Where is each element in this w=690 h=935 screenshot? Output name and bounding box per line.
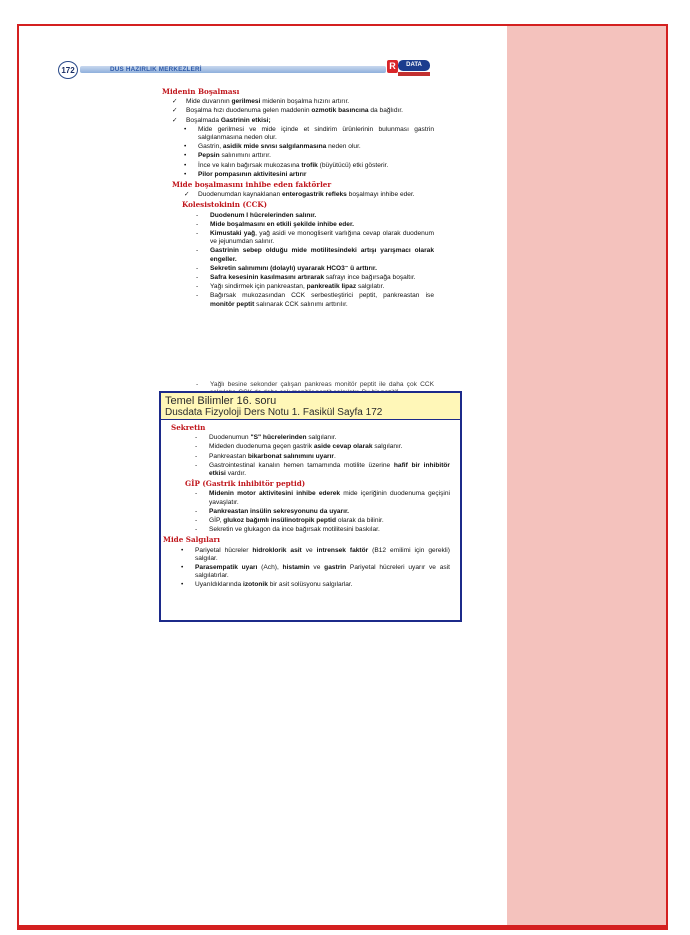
sekretin-item: [195, 462, 450, 478]
question-callout: [159, 391, 462, 622]
item-bold-text: bikarbonat salınımını uyarır: [247, 452, 334, 460]
gip-item: [195, 517, 450, 525]
section-title-cck: Kolesistokinin (CCK): [182, 200, 268, 210]
item-text: Mide duvarının: [186, 98, 232, 106]
item-text: Pariyetal hücreler: [195, 546, 253, 554]
item-text: Mideden duodenuma geçen gastrik: [209, 443, 314, 451]
page-number: 172: [58, 61, 78, 79]
item-text: salınımını arttırır.: [219, 152, 271, 160]
page-header: [58, 61, 433, 79]
logo-stripe: [398, 72, 430, 76]
item-text: GİP,: [209, 517, 224, 525]
item-text: ve: [301, 546, 317, 554]
item-text: Gastrointestinal kanalın hemen tamamında motilite üzerine: [209, 461, 394, 469]
item-text: salınarak CCK salınımı arttırılır.: [254, 300, 348, 308]
bullet-icon: •: [181, 564, 184, 572]
item-text: Bağırsak mukozasından CCK serbestleştirici peptit, pankreastan ise: [210, 292, 434, 300]
dash-icon: -: [196, 211, 199, 219]
item-bold-text: intrensek faktör: [316, 546, 369, 554]
section-title-sekretin: Sekretin: [171, 423, 206, 432]
dash-icon: -: [196, 292, 199, 300]
item-text: da bağlıdır.: [368, 107, 404, 115]
item-bold-text: ozmotik basıncına: [311, 107, 369, 115]
item-text: bir asit solüsyonu salgılarlar.: [267, 581, 353, 589]
checkmark-icon: ✓: [184, 191, 190, 199]
sekretin-item: [195, 434, 450, 442]
dash-icon: -: [195, 434, 198, 442]
logo-text: DATA: [398, 60, 430, 71]
item-bold-text: monitör peptit: [210, 300, 255, 308]
item-text: Yağı sindirmek için pankreastan,: [210, 283, 307, 291]
check-item: [172, 107, 434, 115]
checkmark-icon: ✓: [172, 116, 178, 124]
item-bold-text: izotonik: [243, 581, 268, 589]
dash-icon: -: [195, 517, 198, 525]
section-title-gip: GİP (Gastrik inhibitör peptid): [185, 479, 306, 489]
item-text: salgılanır.: [306, 434, 337, 442]
dash-icon: -: [195, 461, 198, 469]
item-text: Uyarıldıklarında: [195, 581, 244, 589]
dash-icon: -: [196, 230, 199, 238]
section-title-mide-bosalmasi: Midenin Boşalması: [162, 87, 240, 96]
logo-letter: R: [387, 60, 398, 73]
bullet-icon: •: [184, 125, 187, 133]
check-item: [172, 98, 434, 106]
item-text: boşalmayı inhibe eder.: [346, 191, 415, 199]
sekretin-item: [195, 443, 450, 451]
item-text: Duodenumun: [209, 434, 251, 442]
item-bold-text: hafif bir inhibitör etkisi: [209, 461, 450, 478]
bullet-item: [184, 162, 434, 170]
item-text: olarak da bilinir.: [336, 517, 384, 525]
check-item: [172, 117, 434, 125]
item-bold-text: Mide boşalmasını en etkili şekilde inhibe eder.: [210, 220, 355, 228]
cck-item: [196, 247, 434, 263]
item-bold-text: enterogastrik refleks: [281, 191, 347, 199]
item-bold-text: asidik mide sıvısı salgılanmasına: [222, 143, 327, 151]
bullet-icon: •: [184, 161, 187, 169]
item-bold-text: aside cevap olarak: [313, 443, 373, 451]
item-text: midenin boşalma hızını artırır.: [260, 98, 350, 106]
item-text: mide içeriğinin duodenuma geçişini yavaşlatır.: [209, 490, 450, 506]
dusdata-logo: [387, 59, 431, 79]
salgi-item: [181, 581, 450, 589]
item-text: Boşalma hızı duodenuma gelen maddenin: [186, 107, 312, 115]
gip-item: [195, 490, 450, 506]
dash-icon: -: [195, 490, 198, 498]
dash-icon: -: [195, 526, 198, 534]
item-text: Duodenumdan kaynaklanan: [198, 191, 282, 199]
gip-item: [195, 526, 450, 534]
dash-icon: -: [195, 507, 198, 515]
item-bold-text: Pepsin: [198, 152, 220, 160]
item-text: Pariyetal hücreleri uyarır ve asit salgılatırlar.: [195, 564, 451, 580]
item-bold-text: "S" hücrelerinden: [250, 434, 307, 442]
main-content: [162, 86, 434, 310]
dash-icon: -: [196, 247, 199, 255]
item-text: İnce ve kalın bağırsak mukozasına: [198, 161, 302, 169]
cck-item: [196, 212, 434, 220]
dash-icon: -: [196, 274, 199, 282]
cck-item: [196, 292, 434, 308]
bullet-icon: •: [184, 143, 187, 151]
item-bold-text: Duodenum I hücrelerinden salınır.: [210, 211, 317, 219]
item-text: safrayı ince bağırsağa boşaltır.: [324, 274, 416, 282]
item-bold-text: histamin: [282, 564, 310, 572]
item-text: , yağ asidi ve monogliserit varlığına cevap olarak duodenum ve jejunumdan salınır.: [210, 230, 434, 246]
item-text: (B12 emilimi için gerekli) salgılar.: [195, 546, 450, 562]
salgi-item: [181, 564, 450, 580]
item-text: ve: [309, 564, 325, 572]
bullet-icon: •: [181, 581, 184, 589]
item-text: (büyütücü) etki gösterir.: [317, 161, 389, 169]
dash-icon: -: [195, 443, 198, 451]
item-text: salgılatır.: [356, 283, 385, 291]
dash-icon: -: [195, 452, 198, 460]
item-bold-text: pankreatik lipaz: [306, 283, 357, 291]
item-text: Sekretin ve glukagon da ince bağırsak motilitesini baskılar.: [209, 526, 380, 534]
gip-item: [195, 508, 450, 516]
item-bold-text: Pilor pompasının aktivitesini artırır: [198, 170, 307, 178]
header-title: DUS HAZIRLIK MERKEZLERİ: [110, 66, 202, 73]
callout-body: [161, 420, 460, 590]
item-text: Mide gerilmesi ve mide içinde et sindirim ürünlerinin bulunması gastrin salgılanmasına neden olur.: [198, 125, 434, 142]
callout-header: [161, 393, 460, 420]
section-title-inhibe: Mide boşalmasını inhibe eden faktörler: [172, 180, 332, 190]
item-bold-text: Parasempatik uyarı: [195, 564, 258, 572]
bullet-icon: •: [184, 152, 187, 160]
item-bold-text: gerilmesi: [231, 98, 261, 106]
callout-reference: Dusdata Fizyoloji Ders Notu 1. Fasikül Sayfa 172: [165, 407, 383, 418]
dash-icon: -: [196, 264, 199, 272]
item-bold-text: Sekretin salınımını (dolaylı) uyararak HCO3⁻ ü arttırır.: [210, 264, 377, 272]
item-bold-text: Gastrinin etkisi;: [220, 116, 271, 124]
item-text: vardır.: [225, 470, 247, 478]
item-text: Pankreastan: [209, 452, 248, 460]
dash-icon: -: [196, 283, 199, 291]
item-bold-text: trofik: [301, 161, 318, 169]
item-text: (Ach),: [257, 564, 283, 572]
item-bold-text: hidroklorik asit: [252, 546, 302, 554]
dash-icon: -: [196, 220, 199, 228]
check-item: [184, 191, 434, 199]
callout-question: Temel Bilimler 16. soru: [165, 395, 277, 407]
item-bold-text: Safra kesesinin kasılmasını artırarak: [210, 274, 324, 282]
cck-item: [196, 230, 434, 246]
item-text: neden olur.: [326, 143, 361, 151]
cut-off-text: - Yağlı besine sekonder çalışan pankreas monitör peptit ile daha çok CCK: [162, 380, 434, 390]
cck-item: [196, 265, 434, 273]
side-panel: [507, 26, 666, 925]
cck-item: [196, 274, 434, 282]
bullet-item: [184, 152, 434, 160]
item-text: Boşalmada: [186, 116, 221, 124]
bullet-icon: •: [184, 170, 187, 178]
bullet-item: [184, 126, 434, 142]
item-bold-text: Pankreastan insülin sekresyonunu da uyarır.: [209, 507, 349, 515]
item-bold-text: glukoz bağımlı insülinotropik peptid: [223, 517, 337, 525]
item-bold-text: Gastrinin sebep olduğu mide motilitesindeki artışı yarışmacı olarak engeller.: [210, 247, 434, 263]
bullet-item: [184, 171, 434, 179]
item-text: .: [333, 452, 336, 460]
item-text: Gastrin,: [198, 143, 223, 151]
checkmark-icon: ✓: [172, 98, 178, 106]
item-bold-text: Midenin motor aktivitesini inhibe ederek: [209, 490, 341, 498]
bullet-item: [184, 143, 434, 151]
cut-line: Yağlı besine sekonder çalışan pankreas monitör peptit ile daha çok CCK: [210, 381, 434, 388]
cck-item: [196, 221, 434, 229]
sekretin-item: [195, 453, 450, 461]
item-bold-text: Kimustaki yağ: [210, 230, 256, 238]
section-title-mide-salgilari: Mide Salgıları: [163, 535, 221, 545]
item-bold-text: gastrin: [324, 564, 347, 572]
checkmark-icon: ✓: [172, 107, 178, 115]
item-text: salgılanır.: [372, 443, 403, 451]
salgi-item: [181, 547, 450, 563]
cck-item: [196, 283, 434, 291]
bullet-icon: •: [181, 546, 184, 554]
